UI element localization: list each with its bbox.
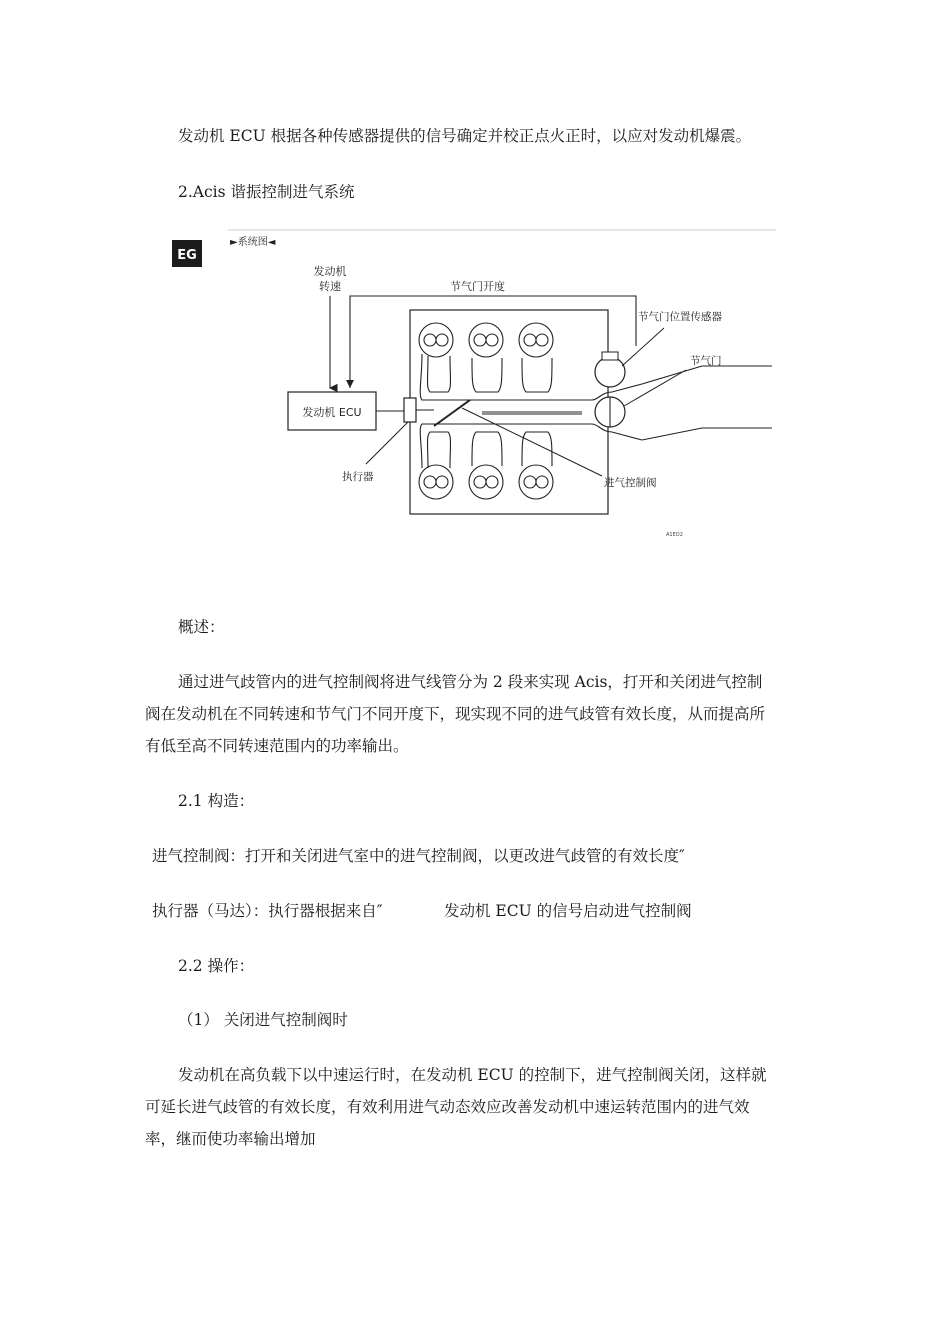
- label-throttle-opening: 节气门开度: [450, 280, 505, 293]
- section-heading-structure: 2.1 构造：: [178, 792, 255, 810]
- label-engine-speed-2: 转速: [319, 280, 341, 293]
- ecu-box-label: 发动机 ECU: [302, 406, 362, 419]
- paragraph-acis-line3: 有低至高不同转速范围内的功率输出。: [145, 737, 409, 755]
- label-throttle-sensor: 节气门位置传感器: [638, 311, 722, 323]
- label-control-valve: 进气控制阀: [604, 477, 657, 489]
- label-throttle-valve: 节气门: [690, 355, 722, 367]
- paragraph-acis-line2: 阀在发动机在不同转速和节气门不同开度下，现实现不同的进气歧管有效长度，从而提高所: [145, 705, 766, 723]
- acis-system-diagram: [172, 228, 778, 548]
- subheading-valve-closed: （1） 关闭进气控制阀时: [178, 1011, 348, 1029]
- label-engine-speed-1: 发动机: [313, 265, 347, 278]
- paragraph-closed-line1: 发动机在高负载下以中速运行时，在发动机 ECU 的控制下，进气控制阀关闭，这样就: [178, 1066, 767, 1084]
- diagram-header: ►系统图◄: [230, 237, 276, 248]
- paragraph-control-valve: 进气控制阀：打开和关闭进气室中的进气控制阀，以更改进气歧管的有效长度″: [152, 847, 685, 865]
- overview-heading: 概述：: [178, 618, 225, 636]
- paragraph-acis-line1: 通过进气歧管内的进气控制阀将进气线管分为 2 段来实现 Acis，打开和关闭进气控制: [178, 673, 763, 691]
- section-heading-acis: 2.Acis 谐振控制进气系统: [178, 183, 355, 201]
- section-heading-operation: 2.2 操作：: [178, 957, 255, 975]
- paragraph-actuator-b: 发动机 ECU 的信号启动进气控制阀: [444, 902, 692, 920]
- paragraph-actuator-a: 执行器（马达）：执行器根据来自″: [152, 902, 383, 920]
- paragraph-closed-line3: 率，继而使功率输出增加: [145, 1130, 316, 1148]
- paragraph-ignition: 发动机 ECU 根据各种传感器提供的信号确定并校正点火正时，以应对发动机爆震。: [178, 127, 752, 145]
- section-tab: EG: [177, 248, 197, 263]
- paragraph-closed-line2: 可延长进气歧管的有效长度，有效利用进气动态效应改善发动机中速运转范围内的进气效: [145, 1098, 750, 1116]
- diagram-code: A1EO2: [666, 532, 683, 538]
- label-actuator: 执行器: [342, 471, 374, 483]
